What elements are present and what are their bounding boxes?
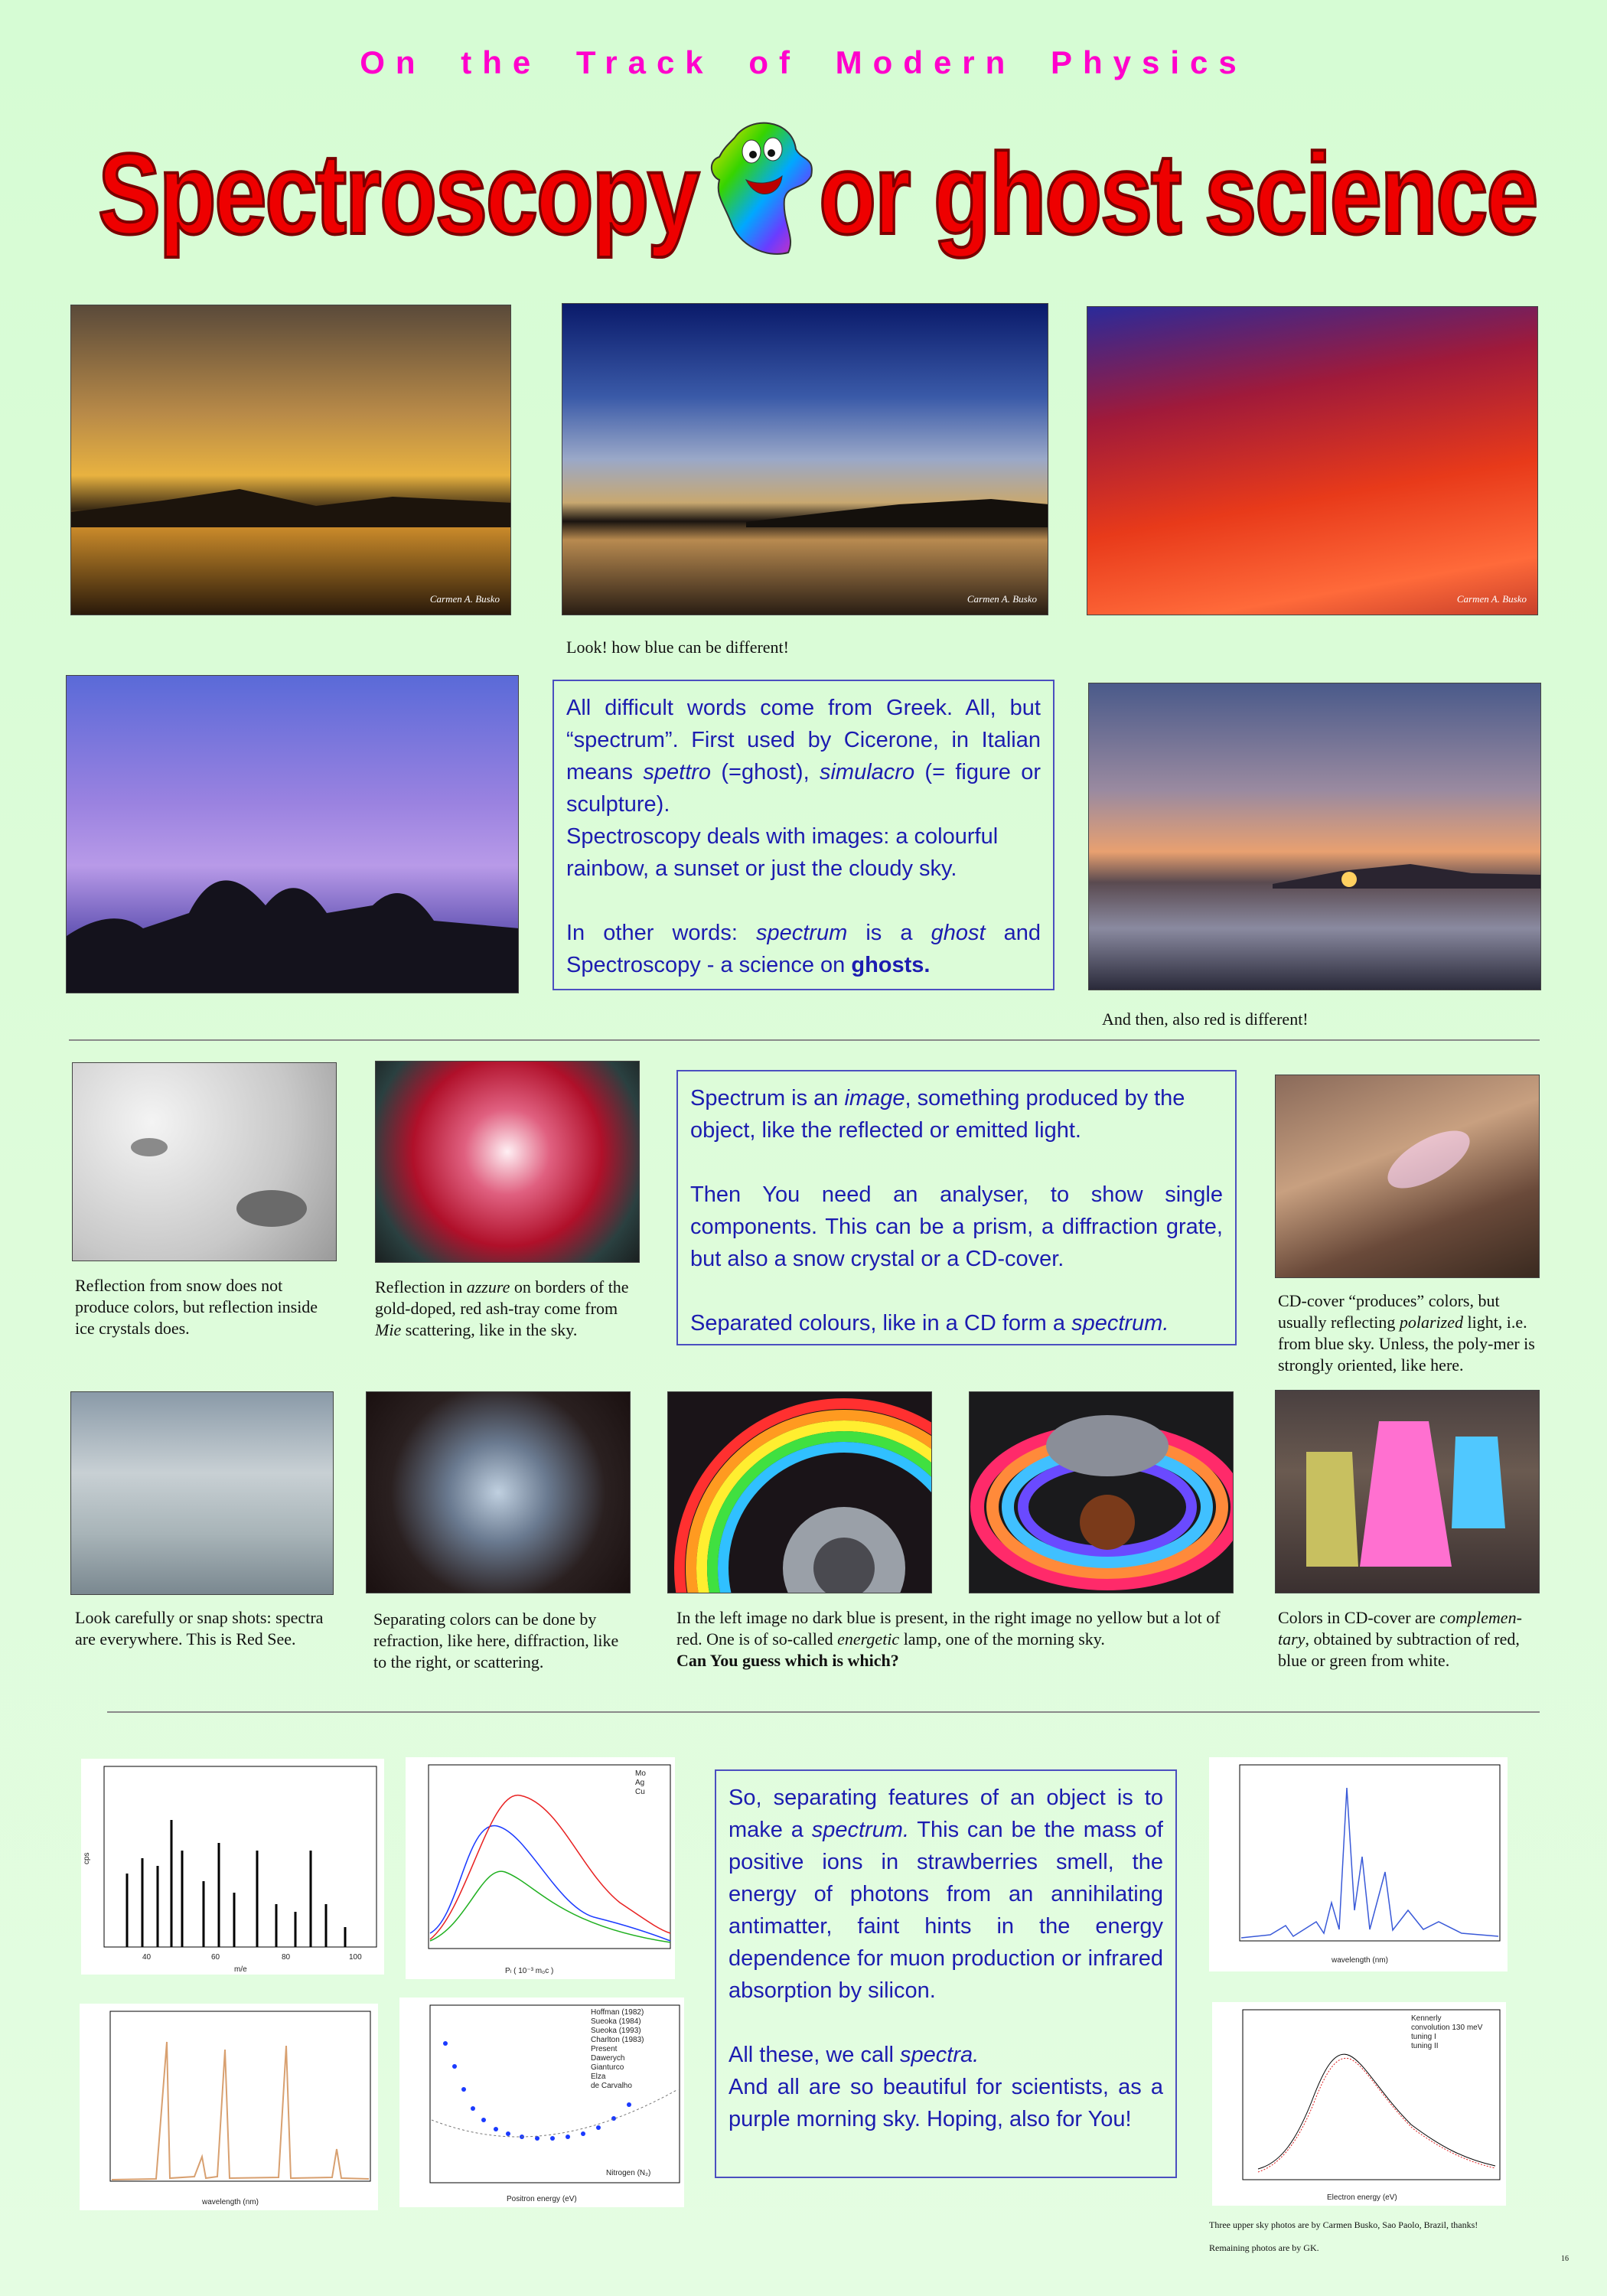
cd-cover-photo <box>1275 1075 1540 1278</box>
text: energetic <box>837 1629 900 1649</box>
legend-item: Present <box>591 2045 618 2053</box>
plot-xlabel: wavelength (nm) <box>202 2198 259 2206</box>
spectrum-image-box <box>676 1070 1237 1345</box>
text: is a <box>847 921 931 945</box>
red-caption: And then, also red is different! <box>1102 1009 1309 1029</box>
sunset-photo-1 <box>70 305 511 615</box>
header-kicker: On the Track of Modern Physics <box>360 44 1247 80</box>
red-sea-photo <box>70 1391 334 1595</box>
footer-credit: Remaining photos are by GK. <box>1209 2242 1319 2253</box>
text: ghost <box>931 921 986 945</box>
plot-xlabel: Electron energy (eV) <box>1327 2193 1397 2202</box>
text: Mie <box>375 1320 402 1339</box>
wavelength-plot-1 <box>1209 1757 1508 1971</box>
spectra-summary-box <box>715 1769 1177 2178</box>
positron-momentum-plot <box>406 1757 675 1979</box>
text: Can You guess which is which? <box>676 1651 899 1670</box>
tick: 100 <box>349 1953 362 1962</box>
text: Spectroscopy deals with images: a colourful rainbow, a sunset or just the cloudy sky. <box>566 824 999 881</box>
ghost-icon <box>704 115 819 260</box>
page-number: 16 <box>1561 2255 1569 2263</box>
dresses-photo <box>1275 1390 1540 1593</box>
tick: 80 <box>282 1953 291 1962</box>
text: azzure <box>466 1277 510 1296</box>
text: light, i.e. from blue sky. Unless, the poly-mer is strongly oriented, like here. <box>1278 1313 1535 1375</box>
text: complemen-tary <box>1278 1608 1522 1649</box>
text: and Spectroscopy - a science on <box>566 921 1041 977</box>
photo-credit: Carmen A. Busko <box>966 593 1037 605</box>
footer-credit: Three upper sky photos are by Carmen Busko, Sao Paolo, Brazil, thanks! <box>1209 2219 1478 2230</box>
text: (= figure or sculpture). <box>566 760 1041 817</box>
red-sky-photo <box>1087 306 1538 615</box>
text: spectrum. <box>811 1818 910 1842</box>
legend-item: Sueoka (1984) <box>591 2017 641 2026</box>
text: In other words: <box>566 921 756 945</box>
divider <box>69 1039 1540 1041</box>
text: image <box>844 1086 905 1110</box>
text: All difficult words come from Greek. All, but “spectrum”. First used by Cicerone, in Italian means <box>566 696 1041 784</box>
title-spectroscopy: Spectroscopy <box>98 129 698 258</box>
legend-item: Kennerly <box>1411 2014 1442 2023</box>
legend-item: Mo <box>635 1769 646 1778</box>
text: simulacro <box>819 760 915 784</box>
text: polarized <box>1399 1313 1463 1332</box>
legend-item: Gianturco <box>591 2063 624 2072</box>
legend-item: tuning I <box>1411 2033 1436 2041</box>
ashtray-photo <box>375 1061 640 1263</box>
text: on borders of the gold-doped, red ash-tray come from <box>375 1277 629 1318</box>
greek-words-box <box>553 680 1054 990</box>
text: Reflection in <box>375 1277 467 1296</box>
snow-photo <box>72 1062 337 1261</box>
tick: 60 <box>211 1953 220 1962</box>
text: (=ghost), <box>711 760 820 784</box>
legend-item: Hoffman (1982) <box>591 2008 644 2017</box>
ashtray-caption <box>375 1277 643 1341</box>
text: spectrum. <box>1071 1311 1169 1336</box>
legend-item: Sueoka (1993) <box>591 2027 641 2035</box>
legend-item: Charlton (1983) <box>591 2036 644 2044</box>
lamp-caption <box>676 1607 1227 1671</box>
divider <box>107 1711 1540 1713</box>
text: , something produced by the object, like the reflected or emitted light. <box>690 1086 1185 1143</box>
text: This can be the mass of positive ions in strawberries smell, the energy of photons from an annihilating antimatter, faint hints in the energy dependence for muon production or infrared absorption by silicon. <box>729 1818 1163 2003</box>
snow-caption: Reflection from snow does not produce colors, but reflection inside ice crystals does. <box>75 1276 318 1338</box>
crystal-photo <box>366 1391 631 1593</box>
text: So, separating features of an object is to make a <box>729 1786 1163 1842</box>
morning-rainbow-photo <box>969 1391 1234 1593</box>
separating-caption: Separating colors can be done by refraction, like here, diffraction, like to the right, or scattering. <box>373 1609 619 1671</box>
mass-spectrum-plot <box>81 1759 384 1975</box>
purple-sky-photo <box>66 675 519 993</box>
tick: 40 <box>142 1953 152 1962</box>
text: spectrum <box>755 921 848 945</box>
text: , obtained by subtraction of red, blue or green from white. <box>1278 1629 1520 1670</box>
text: Colors in CD-cover are <box>1278 1608 1440 1627</box>
plot-label: Nitrogen (N₂) <box>606 2169 651 2177</box>
text: Spectrum is an <box>690 1086 845 1110</box>
wavelength-plot-2 <box>80 2004 378 2210</box>
title-ghost-science: or ghost science <box>819 129 1537 258</box>
plot-xlabel: wavelength (nm) <box>1332 1956 1388 1965</box>
text: spectra. <box>900 2043 980 2067</box>
text: lamp, one of the morning sky. <box>899 1629 1105 1649</box>
plot-xlabel: Positron energy (eV) <box>507 2195 577 2203</box>
blue-caption: Look! how blue can be different! <box>566 638 789 657</box>
photo-credit: Carmen A. Busko <box>1456 593 1527 605</box>
text: All these, we call <box>729 2043 901 2067</box>
blue-sky-photo <box>562 303 1048 615</box>
text: In the left image no dark blue is present, in the right image no yellow but a lot of red. One is of so-called <box>676 1608 1221 1649</box>
text: Separated colours, like in a CD form a <box>690 1311 1072 1336</box>
nitrogen-cross-section-plot <box>399 1998 684 2207</box>
photo-credit: Carmen A. Busko <box>429 593 500 605</box>
text: CD-cover “produces” colors, but usually reflecting <box>1278 1291 1500 1332</box>
legend-item: Dawerych <box>591 2054 625 2063</box>
legend-item: Cu <box>635 1788 645 1796</box>
text: scattering, like in the sky. <box>401 1320 578 1339</box>
sea-caption: Look carefully or snap shots: spectra are everywhere. This is Red See. <box>75 1608 324 1649</box>
cd-caption <box>1278 1290 1546 1376</box>
legend-item: de Carvalho <box>591 2082 632 2090</box>
plot-ylabel: cps <box>83 1852 91 1864</box>
text: spettro <box>643 760 712 784</box>
lamp-rainbow-photo <box>667 1391 932 1593</box>
legend-item: Ag <box>635 1779 645 1787</box>
text: Then You need an analyser, to show single components. This can be a prism, a diffraction grate, but also a snow crystal or a CD-cover. <box>690 1182 1223 1271</box>
colors-caption <box>1278 1607 1546 1671</box>
red-sunset-photo <box>1088 683 1541 990</box>
legend-item: convolution 130 meV <box>1411 2024 1483 2032</box>
legend-item: Elza <box>591 2073 606 2081</box>
electron-energy-plot <box>1212 2002 1506 2206</box>
plot-xlabel: m/e <box>234 1965 247 1974</box>
text: And all are so beautiful for scientists, as a purple morning sky. Hoping, also for You! <box>729 2075 1163 2131</box>
text: ghosts. <box>851 953 931 977</box>
legend-item: tuning II <box>1411 2042 1439 2050</box>
plot-xlabel: Pₗ ( 10⁻³ m₀c ) <box>505 1967 554 1975</box>
